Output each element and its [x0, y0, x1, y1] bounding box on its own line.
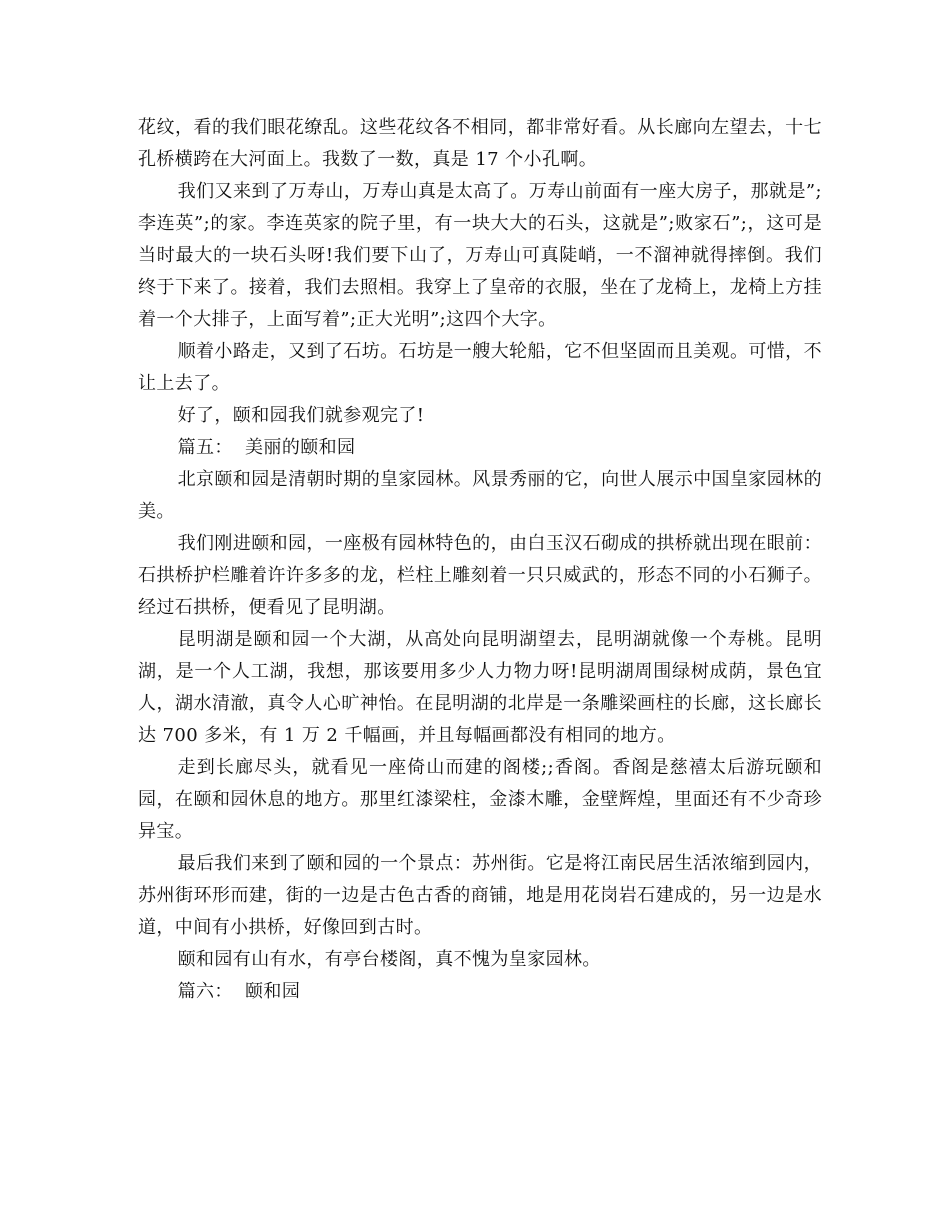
paragraph-2: 我们又来到了万寿山，万寿山真是太高了。万寿山前面有一座大房子，那就是”;李连英”;的家。李连英家的院子里，有一块大大的石头，这就是”;败家石”;，这可是当时最大的一块石头呀!我们要下山了，万寿山可真陡峭，一不溜神就得摔倒。我们终于下来了。接着，我们去照相。我穿上了皇帝的衣服，坐在了龙椅上，龙椅上方挂着一个大排子，上面写着”;正大光明”;这四个大字。: [138, 181, 822, 330]
document-body: [138, 112, 822, 1008]
section-heading-6: 篇六： 颐和园: [177, 981, 301, 1002]
section-heading-5: 篇五： 美丽的颐和园: [177, 437, 356, 458]
paragraph-3: 顺着小路走，又到了石坊。石坊是一艘大轮船，它不但坚固而且美观。可惜，不让上去了。: [138, 341, 822, 394]
paragraph-11: 颐和园有山有水，有亭台楼阁，真不愧为皇家园林。: [177, 949, 601, 970]
paragraph-9: 走到长廊尽头，就看见一座倚山而建的阁楼;;香阁。香阁是慈禧太后游玩颐和园，在颐和园休息的地方。那里红漆梁柱，金漆木雕，金壁辉煌，里面还有不少奇珍异宝。: [138, 757, 822, 842]
paragraph-7: 我们刚进颐和园，一座极有园林特色的，由白玉汉石砌成的拱桥就出现在眼前：石拱桥护栏雕着许许多多的龙，栏柱上雕刻着一只只威武的，形态不同的小石狮子。经过石拱桥，便看见了昆明湖。: [138, 533, 822, 618]
paragraph-6: 北京颐和园是清朝时期的皇家园林。风景秀丽的它，向世人展示中国皇家园林的美。: [138, 469, 822, 522]
paragraph-4: 好了，颐和园我们就参观完了!: [177, 405, 425, 426]
paragraph-1: 花纹，看的我们眼花缭乱。这些花纹各不相同，都非常好看。从长廊向左望去，十七孔桥横跨在大河面上。我数了一数，真是 17 个小孔啊。: [138, 117, 822, 170]
paragraph-10: 最后我们来到了颐和园的一个景点：苏州街。它是将江南民居生活浓缩到园内，苏州街环形而建，街的一边是古色古香的商铺，地是用花岗岩石建成的，另一边是水道，中间有小拱桥，好像回到古时。: [138, 853, 822, 938]
paragraph-8: 昆明湖是颐和园一个大湖，从高处向昆明湖望去，昆明湖就像一个寿桃。昆明湖，是一个人工湖，我想，那该要用多少人力物力呀!昆明湖周围绿树成荫，景色宜人，湖水清澈，真令人心旷神怡。在昆明湖的北岸是一条雕梁画柱的长廊，这长廊长达 700 多米，有 1 万 2 千幅画，并且每幅画都没有相同的地方。: [138, 629, 822, 746]
